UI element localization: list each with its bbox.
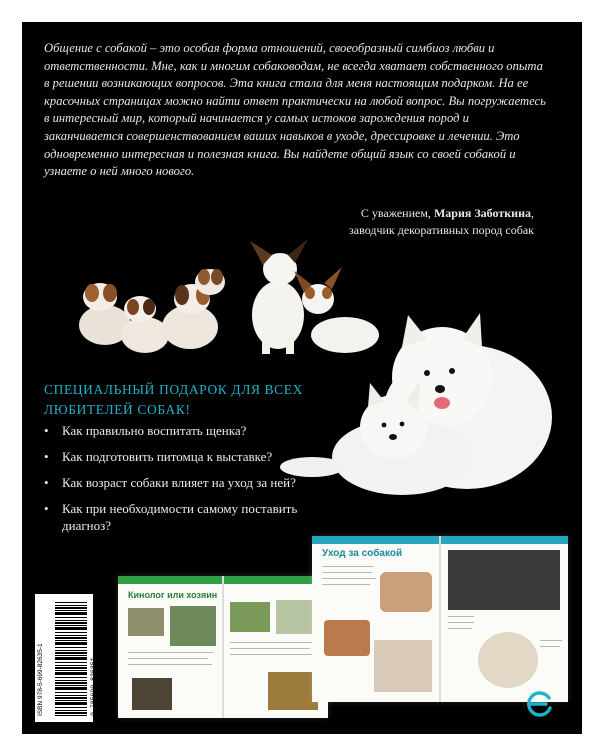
book-back-cover bbox=[22, 22, 582, 734]
questions-list bbox=[44, 422, 344, 543]
signature-suffix: , bbox=[531, 206, 534, 220]
question-text: Как подготовить питомца к выставке? bbox=[62, 449, 273, 464]
intro-paragraph: Общение с собакой – это особая форма отношений, своеобразный симбиоз любви и ответственности. Мне, как и многим собаководам, не всегда хватает собственного опыта в решении возникающих вопросов. Эта книга стала для меня настоящим подарком. На ее красочных страницах можно найти ответ практически на любой вопрос. Вы погружаетесь в интересный мир, который начинается у самых истоков зарождения пород и заканчивается совершенствованием ваших навыков в уходе, дрессировке и лечении. Это одновременно интересная и полезная книга. Вы найдете общий язык со своей собакой и узнаете о ней много нового. bbox=[44, 41, 546, 179]
signature-role: заводчик декоративных пород собак bbox=[349, 223, 534, 237]
bullet: • bbox=[44, 449, 49, 464]
isbn-text: ISBN 978-5-699-82635-1 bbox=[37, 643, 44, 716]
question-text: Как при необходимости самому поставить диагноз? bbox=[62, 501, 298, 533]
publisher-logo-icon bbox=[522, 686, 556, 720]
book-spread-kinolog bbox=[118, 576, 328, 718]
question-item bbox=[44, 474, 344, 491]
spread-right-title: Уход за собакой bbox=[322, 548, 403, 559]
question-item bbox=[44, 448, 344, 465]
barcode-bars bbox=[55, 600, 87, 716]
bullet: • bbox=[44, 501, 49, 516]
spread-left-title: Кинолог или хозяин bbox=[128, 590, 218, 600]
question-text: Как правильно воспитать щенка? bbox=[62, 423, 247, 438]
bullet: • bbox=[44, 423, 49, 438]
bullet: • bbox=[44, 475, 49, 490]
question-item bbox=[44, 422, 344, 439]
barcode bbox=[35, 594, 97, 722]
gift-heading: СПЕЦИАЛЬНЫЙ ПОДАРОК ДЛЯ ВСЕХ ЛЮБИТЕЛЕЙ СОБАК! bbox=[44, 382, 303, 417]
signature-name: Мария Заботкина bbox=[433, 206, 531, 220]
question-text: Как возраст собаки влияет на уход за ней? bbox=[62, 475, 296, 490]
ean-digits: 9 785699 826351 bbox=[90, 657, 97, 716]
question-item bbox=[44, 500, 344, 534]
signature-prefix: С уважением, bbox=[360, 206, 434, 220]
book-spread-ukhod bbox=[312, 536, 568, 702]
